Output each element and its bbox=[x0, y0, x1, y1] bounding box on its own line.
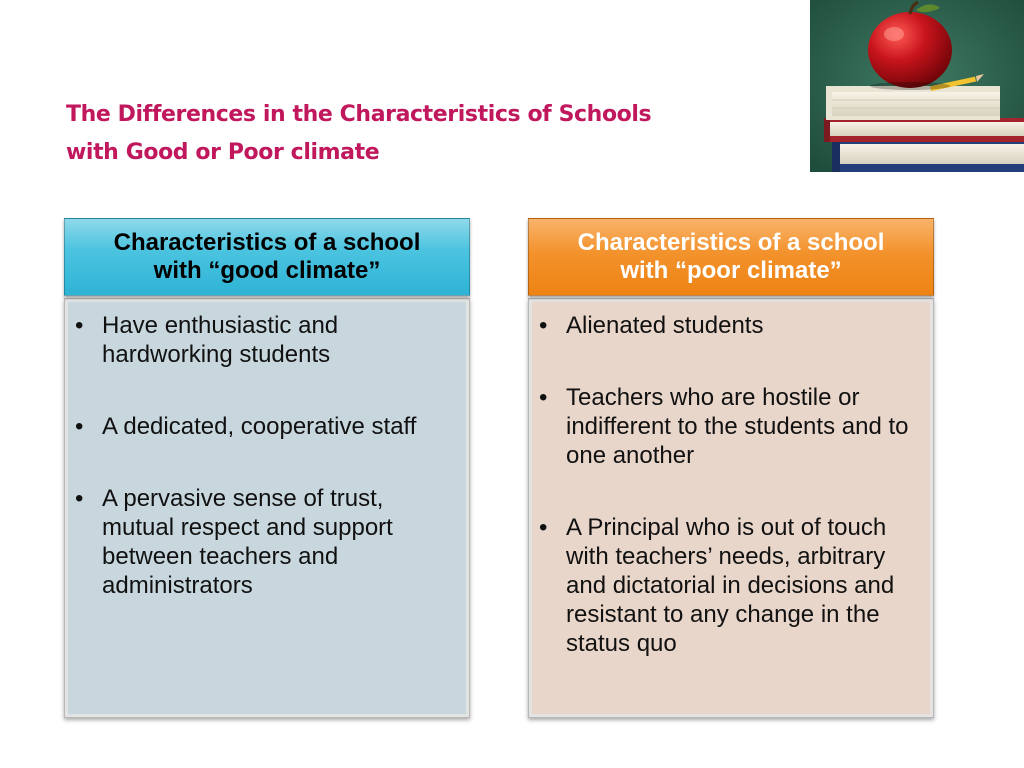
list-item bbox=[75, 484, 455, 600]
list-item bbox=[539, 513, 919, 658]
list-item bbox=[539, 311, 919, 340]
list-item-text: Alienated students bbox=[566, 312, 764, 339]
list-item-text: Have enthusiastic and hardworking students bbox=[102, 312, 339, 368]
bullet-icon: • bbox=[539, 384, 548, 411]
bullet-icon: • bbox=[75, 413, 84, 440]
list-item-text: Teachers who are hostile or indifferent to the students and to one another bbox=[566, 384, 909, 469]
title-line-2: with Good or Poor climate bbox=[66, 140, 380, 165]
list-item-text: A Principal who is out of touch with teachers’ needs, arbitrary and dictatorial in decisions and resistant to any change in the status quo bbox=[566, 514, 895, 657]
poor-climate-list-panel bbox=[528, 298, 934, 718]
poor-climate-header-line-2: with “poor climate” bbox=[620, 257, 842, 284]
good-climate-list-panel bbox=[64, 298, 470, 718]
poor-climate-header-line-1: Characteristics of a school bbox=[577, 229, 885, 256]
bullet-icon: • bbox=[539, 312, 548, 339]
slide-title bbox=[66, 96, 766, 172]
list-item-text: A pervasive sense of trust, mutual respect and support between teachers and administrators bbox=[102, 485, 393, 599]
good-climate-header-line-1: Characteristics of a school bbox=[113, 229, 421, 256]
bullet-icon: • bbox=[539, 514, 548, 541]
list-item bbox=[75, 412, 455, 441]
list-item bbox=[75, 311, 455, 369]
bullet-icon: • bbox=[75, 312, 84, 339]
bullet-icon: • bbox=[75, 485, 84, 512]
list-item-text: A dedicated, cooperative staff bbox=[102, 413, 417, 440]
apple-on-books-icon bbox=[810, 0, 1024, 172]
poor-climate-list bbox=[539, 311, 919, 658]
good-climate-list bbox=[75, 311, 455, 600]
poor-climate-header bbox=[528, 218, 934, 296]
title-line-1: The Differences in the Characteristics of Schools bbox=[66, 102, 652, 127]
list-item bbox=[539, 383, 919, 470]
good-climate-column bbox=[64, 218, 470, 718]
poor-climate-column bbox=[528, 218, 934, 718]
good-climate-header bbox=[64, 218, 470, 296]
good-climate-header-line-2: with “good climate” bbox=[153, 257, 381, 284]
